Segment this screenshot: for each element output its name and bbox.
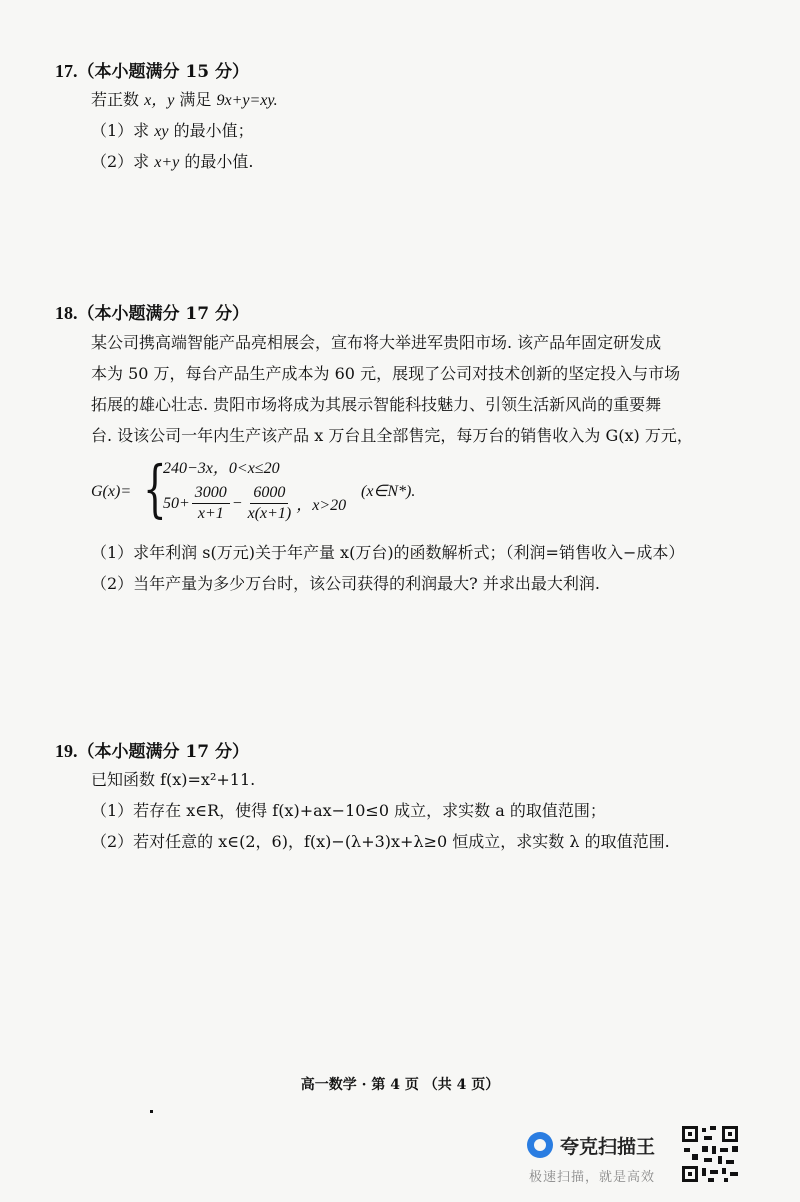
scan-speck [150, 1110, 153, 1113]
page-footer: 高一数学 · 第 4 页 （共 4 页） [300, 1077, 500, 1093]
stem-equation: 9x+y=xy. [216, 92, 278, 109]
fraction-denominator: x(x+1) [247, 505, 292, 522]
question-17 [55, 58, 775, 178]
watermark-brand: 夸克扫描王 [560, 1136, 656, 1158]
function-lhs: G(x)= [91, 483, 132, 500]
question-number: 17. [55, 61, 78, 81]
question-18-stem [55, 327, 781, 451]
fraction-numerator: 3000 [192, 483, 230, 504]
question-17-stem [55, 85, 775, 116]
stem-vars: x，y [144, 92, 175, 109]
question-18 [55, 300, 775, 599]
sub-math: xy [154, 123, 169, 140]
sub-math: x+y [154, 154, 180, 171]
case-2 [163, 483, 346, 524]
stem-line: 本为 50 万，每台产品生产成本为 60 元，展现了公司对技术创新的坚定投入与市场 [91, 364, 681, 383]
stem-text: 满足 [174, 90, 217, 109]
case-1: 240−3x，0<x≤20 [163, 460, 280, 477]
question-18-sub-1: （1）求年利润 s(万元)关于年产量 x(万台)的函数解析式；（利润=销售收入−成本） [91, 543, 685, 562]
sub-text: （1）求 [91, 121, 155, 140]
stem-line: 台. 设该公司一年内生产该产品 x 万台且全部售完，每万台的销售收入为 G(x) 万元， [91, 426, 693, 445]
question-19-header [55, 738, 775, 765]
quark-logo-icon [527, 1132, 553, 1158]
left-brace: { [143, 452, 167, 525]
question-17-sub-1 [55, 116, 775, 147]
case-2-const: 50+ [163, 494, 190, 512]
question-19 [55, 738, 775, 857]
fraction-1 [192, 483, 230, 524]
question-19-sub-2: （2）若对任意的 x∈(2，6)，f(x)−(λ+3)x+λ≥0 恒成立，求实数 λ 的取值范围. [91, 832, 670, 851]
sub-text: （2）求 [91, 152, 155, 171]
question-19-sub-1: （1）若存在 x∈R，使得 f(x)+ax−10≤0 成立，求实数 a 的取值范围； [91, 801, 606, 820]
score-note: （本小题满分 15 分） [77, 62, 249, 82]
stem-line: 某公司携高端智能产品亮相展会，宣布将大举进军贵阳市场. 该产品年固定研发成 [91, 333, 662, 352]
stem-text: 若正数 [91, 90, 145, 109]
question-17-sub-2 [55, 147, 775, 178]
piecewise-function [91, 452, 775, 537]
fraction-2 [245, 483, 295, 524]
stem-line: 拓展的雄心壮志. 贵阳市场将成为其展示智能科技魅力、引领生活新风尚的重要舞 [91, 395, 662, 414]
minus-sign: − [231, 494, 243, 512]
function-domain: (x∈N*). [361, 483, 416, 500]
question-18-sub-2: （2）当年产量为多少万台时，该公司获得的利润最大? 并求出最大利润. [91, 574, 600, 593]
question-number: 19. [55, 741, 78, 761]
score-note: （本小题满分 17 分） [77, 742, 249, 762]
fraction-denominator: x+1 [197, 505, 224, 522]
fraction-numerator: 6000 [250, 483, 288, 504]
scanner-watermark [527, 1128, 677, 1188]
question-18-header [55, 300, 775, 327]
question-number: 18. [55, 303, 78, 323]
question-17-header [55, 58, 775, 85]
sub-text: 的最小值； [168, 121, 254, 140]
sub-text: 的最小值. [179, 152, 254, 171]
watermark-slogan: 极速扫描，就是高效 [529, 1170, 656, 1185]
case-2-condition: ，x>20 [296, 497, 347, 514]
question-19-stem: 已知函数 f(x)=x²+11. [91, 770, 256, 789]
qr-code-icon [680, 1124, 740, 1184]
score-note: （本小题满分 17 分） [77, 304, 249, 324]
